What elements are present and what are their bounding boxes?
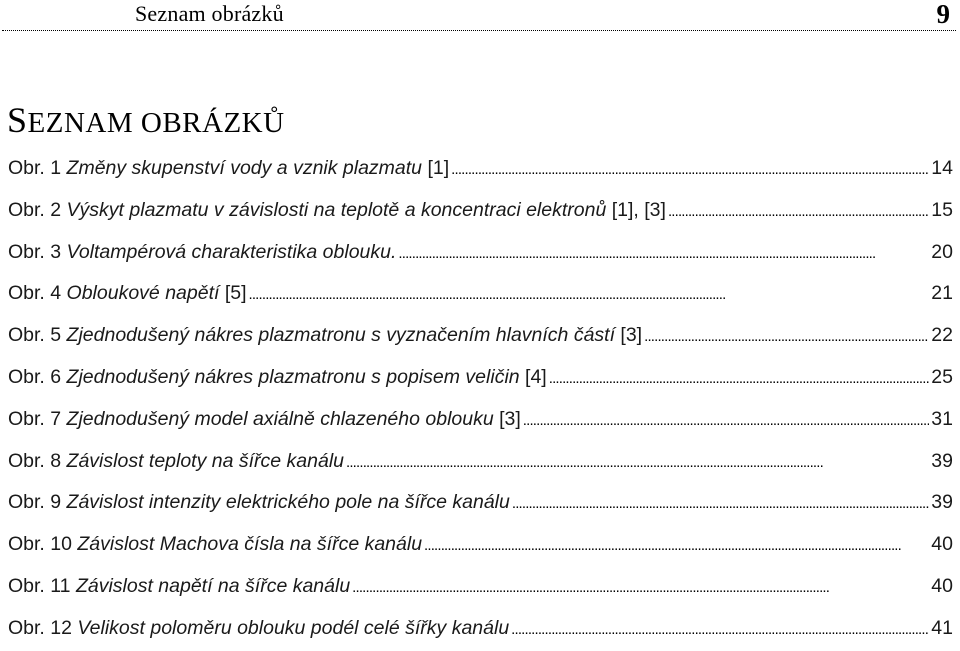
toc-entry[interactable] [8, 524, 953, 566]
figure-caption: Závislost intenzity elektrického pole na šířce kanálu [66, 491, 510, 514]
figure-page-number: 25 [931, 365, 953, 388]
figure-caption: Voltampérová charakteristika oblouku. [66, 240, 397, 263]
figure-page-number: 40 [931, 533, 953, 556]
dot-leader [512, 482, 929, 525]
figure-number: Obr. 11 [8, 574, 71, 597]
toc-entry-label [8, 357, 547, 399]
dot-leader [549, 357, 930, 400]
toc-entry-label [8, 315, 642, 357]
figure-number: Obr. 3 [8, 240, 62, 263]
figure-number: Obr. 8 [8, 449, 62, 472]
figure-page-number: 22 [931, 324, 953, 347]
figure-number: Obr. 12 [8, 616, 72, 639]
toc-entry-label [8, 524, 422, 566]
toc-entry[interactable] [8, 441, 953, 483]
toc-entry[interactable] [8, 315, 953, 357]
page-number: 9 [936, 0, 950, 29]
list-of-figures [8, 148, 953, 650]
figure-reference: [1], [3] [611, 198, 666, 221]
figure-caption: Závislost teploty na šířce kanálu [66, 449, 345, 472]
toc-entry[interactable] [8, 399, 953, 441]
figure-page-number: 31 [931, 407, 953, 430]
dot-leader [424, 524, 929, 567]
dot-leader [644, 315, 929, 358]
figure-caption: Velikost poloměru oblouku podél celé šířky kanálu [77, 616, 510, 639]
figure-caption: Zjednodušený nákres plazmatronu s popisem veličin [66, 365, 520, 388]
dot-leader [249, 273, 930, 316]
toc-entry-label [8, 273, 247, 315]
dot-leader [511, 608, 929, 651]
figure-page-number: 39 [931, 491, 953, 514]
toc-entry[interactable] [8, 566, 953, 608]
figure-page-number: 41 [931, 616, 953, 639]
figure-caption: Zjednodušený model axiálně chlazeného oblouku [66, 407, 494, 430]
toc-entry-label [8, 608, 509, 650]
figure-page-number: 15 [931, 198, 953, 221]
figure-caption: Změny skupenství vody a vznik plazmatu [66, 157, 423, 179]
figure-number: Obr. 6 [8, 365, 62, 388]
toc-entry[interactable] [8, 608, 953, 650]
figure-number: Obr. 5 [8, 324, 62, 347]
toc-entry[interactable] [8, 232, 953, 274]
dot-leader [668, 190, 929, 233]
dot-leader [451, 148, 929, 191]
toc-entry-label [8, 190, 666, 232]
figure-number: Obr. 1 [8, 157, 62, 179]
dot-leader [523, 399, 930, 442]
figure-caption: Závislost napětí na šířce kanálu [75, 574, 351, 597]
toc-entry-label [8, 482, 510, 524]
figure-caption: Výskyt plazmatu v závislosti na teplotě a koncentraci elektronů [66, 198, 607, 221]
page-header [0, 0, 960, 30]
figure-page-number: 39 [931, 449, 953, 472]
figure-caption: Obloukové napětí [66, 282, 220, 305]
figure-number: Obr. 10 [8, 533, 72, 556]
toc-entry[interactable] [8, 482, 953, 524]
dot-leader [352, 566, 929, 609]
figure-reference: [1] [427, 157, 450, 179]
figure-page-number: 14 [931, 157, 953, 179]
toc-entry-label [8, 566, 350, 608]
toc-entry[interactable] [8, 148, 953, 190]
figure-page-number: 20 [931, 240, 953, 263]
toc-entry-label [8, 232, 396, 274]
figure-number: Obr. 7 [8, 407, 62, 430]
figure-reference: [4] [525, 365, 547, 388]
figure-page-number: 40 [931, 574, 953, 597]
dot-leader [398, 232, 929, 275]
heading-rest: EZNAM OBRÁZKŮ [27, 107, 285, 139]
heading-initial: S [7, 100, 28, 140]
figure-number: Obr. 2 [8, 198, 62, 221]
header-divider [2, 30, 956, 31]
figure-reference: [5] [224, 282, 247, 305]
toc-entry[interactable] [8, 190, 953, 232]
dot-leader [346, 441, 929, 484]
figure-caption: Zjednodušený nákres plazmatronu s vyznačením hlavních částí [66, 324, 615, 347]
figure-number: Obr. 9 [8, 491, 62, 514]
toc-entry[interactable] [8, 273, 953, 315]
toc-entry-label [8, 441, 344, 483]
section-heading [7, 100, 285, 143]
figure-number: Obr. 4 [8, 282, 62, 305]
toc-entry-label [8, 148, 449, 190]
toc-entry[interactable] [8, 357, 953, 399]
figure-reference: [3] [499, 407, 521, 430]
figure-page-number: 21 [931, 282, 953, 305]
running-header-title: Seznam obrázků [135, 1, 284, 26]
figure-reference: [3] [620, 324, 643, 347]
toc-entry-label [8, 399, 521, 441]
figure-caption: Závislost Machova čísla na šířce kanálu [77, 533, 423, 556]
